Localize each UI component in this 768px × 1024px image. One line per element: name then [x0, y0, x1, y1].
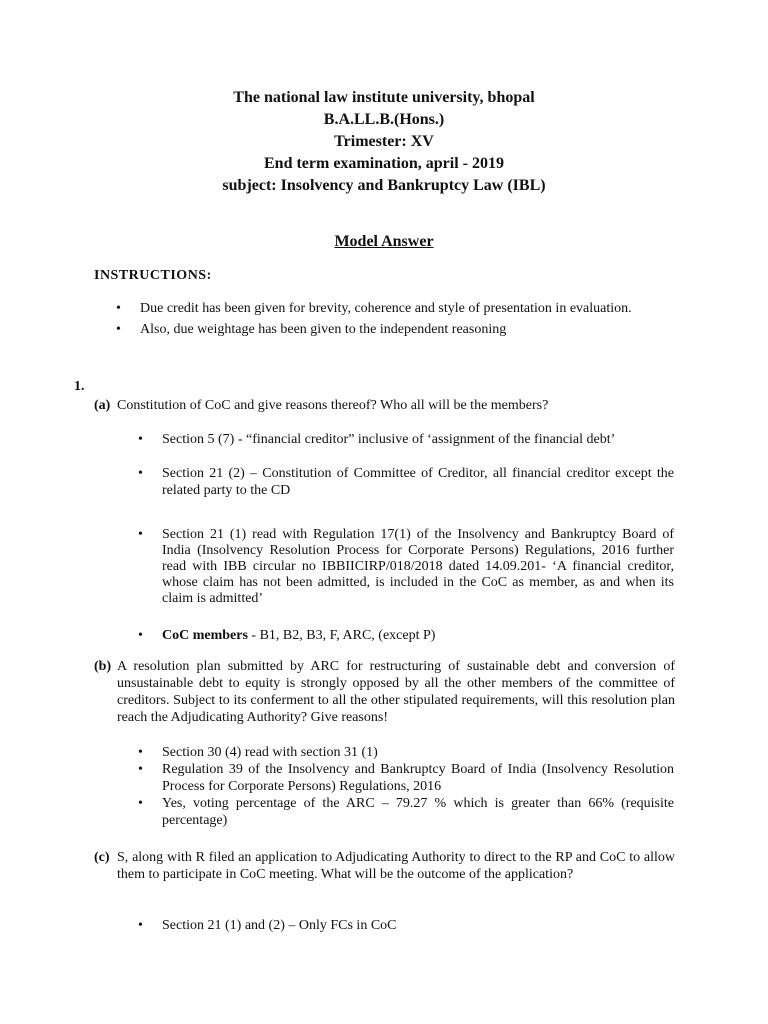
bullet-icon: • — [138, 745, 143, 760]
bullet-icon: • — [138, 796, 143, 811]
question-b-text: A resolution plan submitted by ARC for restructuring of sustainable debt and conversion of unsustainable debt to equity is strongly opposed by all the other members of the committee of creditors. Subject to its conferment to all the other stipulated requirements, will this resolution plan reach the Adjudicating Authority? Give reasons! — [117, 659, 675, 725]
question-number: 1. — [74, 379, 85, 394]
list-item — [138, 627, 674, 644]
answer-text: Yes, voting percentage of the ARC – 79.27 % which is greater than 66% (requisite percentage) — [162, 796, 674, 828]
list-item — [138, 917, 674, 934]
question-c-label: (c) — [94, 850, 110, 865]
question-c-text: S, along with R filed an application to Adjudicating Authority to direct to the RP and CoC to allow them to participate in CoC meeting. What will be the outcome of the application? — [117, 850, 675, 882]
list-item — [138, 465, 674, 499]
bullet-icon: • — [138, 432, 143, 447]
header-degree: B.A.LL.B.(Hons.) — [323, 111, 445, 128]
answer-text: Section 21 (2) – Constitution of Committee of Creditor, all financial creditor except the related party to the CD — [162, 466, 674, 498]
list-item — [138, 795, 674, 829]
coc-members-label: CoC members — [162, 628, 248, 643]
question-a-label: (a) — [94, 398, 111, 413]
question-b-label: (b) — [94, 659, 112, 674]
list-item — [138, 527, 674, 607]
answer-text: Section 5 (7) - “financial creditor” inclusive of ‘assignment of the financial debt’ — [162, 432, 616, 447]
list-item — [138, 431, 674, 448]
coc-members-text: - B1, B2, B3, F, ARC, (except P) — [247, 628, 436, 643]
instruction-text: Also, due weightage has been given to the independent reasoning — [140, 322, 507, 337]
bullet-icon: • — [138, 918, 143, 933]
question-a-text: Constitution of CoC and give reasons thereof? Who all will be the members? — [117, 398, 549, 413]
document-header — [0, 87, 768, 197]
list-item — [116, 321, 674, 338]
question-b-answers — [138, 744, 674, 829]
bullet-icon: • — [116, 322, 121, 337]
answer-text: Section 30 (4) read with section 31 (1) — [162, 745, 378, 760]
answer-text: Section 21 (1) read with Regulation 17(1) of the Insolvency and Bankruptcy Board of India (Insolvency Resolution Process for Corporate Persons) Regulations, 2016 further read with IBB circular no IBBIICIRP/018/2018 dated 14.09.201- ‘A financial creditor, whose claim has not been admitted, is included in the CoC as member, as and when its claim is admitted’ — [162, 527, 674, 606]
header-institution: The national law institute university, bhopal — [233, 89, 535, 106]
list-item — [138, 744, 674, 761]
list-item — [138, 761, 674, 795]
question-c-answers — [138, 917, 674, 934]
answer-text: Regulation 39 of the Insolvency and Bankruptcy Board of India (Insolvency Resolution Process for Corporate Persons) Regulations, 2016 — [162, 762, 674, 794]
model-answer-title: Model Answer — [334, 233, 434, 250]
instructions-list — [116, 300, 674, 342]
answer-text: Section 21 (1) and (2) – Only FCs in CoC — [162, 918, 397, 933]
bullet-icon: • — [138, 466, 143, 481]
instruction-text: Due credit has been given for brevity, coherence and style of presentation in evaluation. — [140, 301, 632, 316]
bullet-icon: • — [138, 628, 143, 643]
header-trimester: Trimester: XV — [334, 133, 434, 150]
bullet-icon: • — [138, 527, 143, 542]
bullet-icon: • — [116, 301, 121, 316]
bullet-icon: • — [138, 762, 143, 777]
header-subject: subject: Insolvency and Bankruptcy Law (IBL) — [222, 177, 546, 194]
list-item — [116, 300, 674, 317]
question-a-answers — [138, 431, 674, 644]
instructions-heading: INSTRUCTIONS: — [94, 268, 212, 283]
header-exam: End term examination, april - 2019 — [264, 155, 504, 172]
